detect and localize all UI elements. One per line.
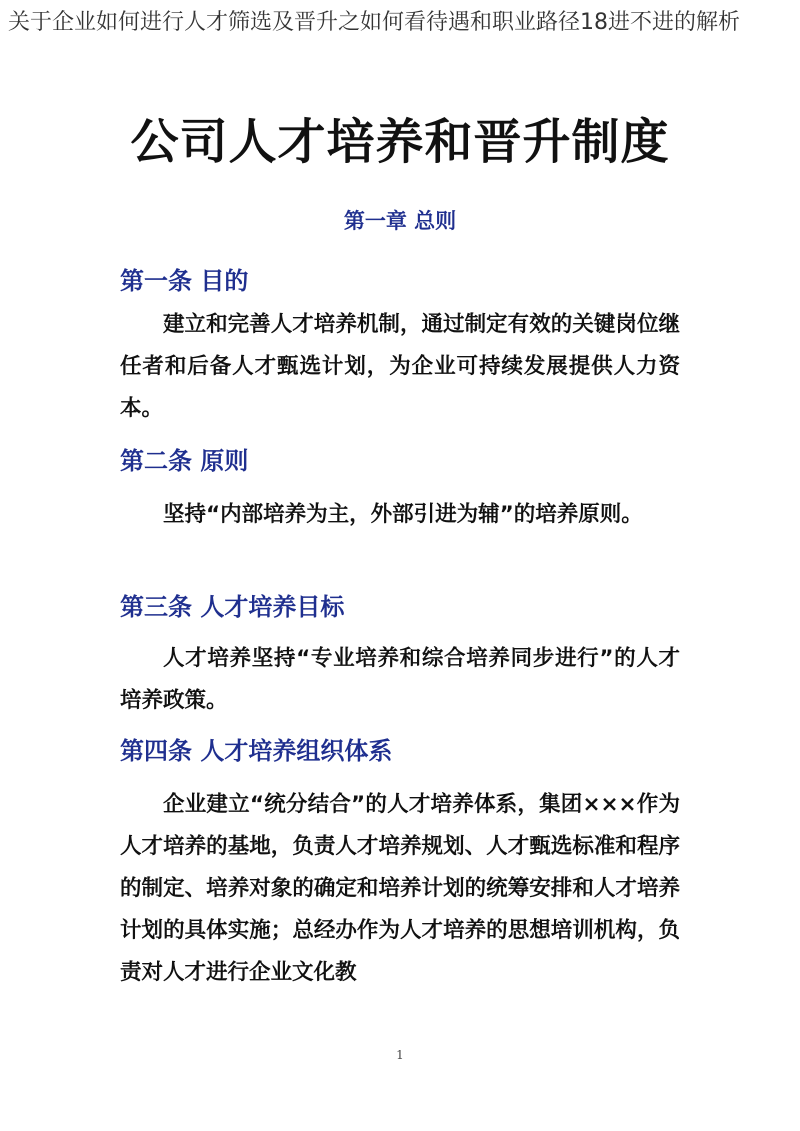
page-number: 1 (396, 1048, 404, 1062)
article-4-heading: 第四条 人才培养组织体系 (120, 737, 393, 765)
article-3-heading: 第三条 人才培养目标 (120, 593, 345, 621)
article-4-body: 企业建立“统分结合”的人才培养体系，集团×××作为人才培养的基地，负责人才培养规划、人才甄选标准和程序的制定、培养对象的确定和培养计划的统筹安排和人才培养计划的具体实施；总经办作为人才培养的思想培训机构，负责对人才进行企业文化教 (120, 792, 680, 985)
article-2-body: 坚持“内部培养为主，外部引进为辅”的培养原则。 (163, 502, 643, 527)
document-title: 公司人才培养和晋升制度 (130, 114, 670, 170)
article-1-body: 建立和完善人才培养机制，通过制定有效的关键岗位继任者和后备人才甄选计划，为企业可持续发展提供人力资本。 (120, 312, 680, 421)
chapter-title: 第一章 总则 (343, 209, 457, 233)
article-1-heading: 第一条 目的 (120, 267, 249, 295)
page-caption: 关于企业如何进行人才筛选及晋升之如何看待遇和职业路径18进不进的解析 (8, 10, 740, 35)
article-2-heading: 第二条 原则 (120, 447, 249, 475)
article-3-body: 人才培养坚持“专业培养和综合培养同步进行”的人才培养政策。 (120, 646, 680, 713)
